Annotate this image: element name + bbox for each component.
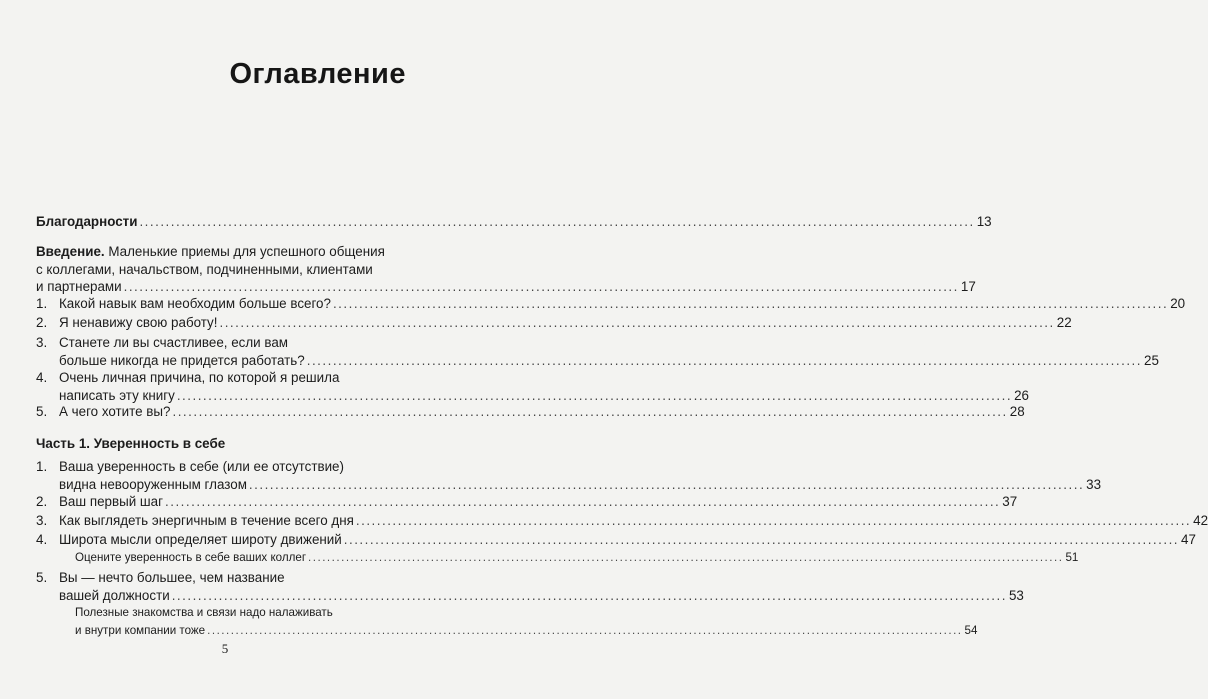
toc-entry-title-line: и партнерами: [36, 279, 122, 294]
toc-entry-intro-4[interactable]: [36, 369, 1029, 404]
toc-entry-title-line: больше никогда не придется работать?: [59, 352, 305, 368]
toc-entry-title: Оцените уверенность в себе ваших коллег: [75, 551, 307, 564]
toc-entry-title-line: видна невооруженным глазом: [59, 476, 247, 492]
toc-entry-title-line: Полезные знакомства и связи надо налаживать: [75, 606, 333, 619]
toc-entry-part1-1[interactable]: [36, 458, 1102, 493]
toc-entry-title: Широта мысли определяет широту движений: [59, 532, 342, 547]
toc-page-number: 28: [1009, 404, 1025, 419]
toc-page-number: 33: [1086, 476, 1102, 492]
toc-entry-number: 4.: [36, 532, 48, 547]
toc-page-number: 20: [1170, 296, 1186, 311]
dot-leader: [219, 314, 1054, 332]
toc-entry-title-line: Ваша уверенность в себе (или ее отсутствие): [59, 459, 344, 474]
toc-entry-title: Я ненавижу свою работу!: [59, 315, 218, 330]
toc-entry-body: [59, 569, 1024, 604]
dot-leader: [172, 403, 1007, 421]
toc-entry-part1-2[interactable]: [36, 493, 1018, 511]
toc-page-number: 13: [976, 214, 992, 229]
dot-leader: [344, 531, 1179, 549]
toc-entry-number: 3.: [36, 513, 48, 528]
toc-page-number: 42: [1193, 513, 1208, 528]
dot-leader: [139, 213, 974, 231]
toc-subentry-part1-4[interactable]: [75, 549, 1079, 567]
toc-entry-final-line: [36, 278, 976, 296]
toc-page-number: 47: [1181, 532, 1196, 547]
toc-entry-number: 4.: [36, 370, 48, 385]
toc-entry-title: Как выглядеть энергичным в течение всего дня: [59, 513, 354, 528]
toc-entry-label: Введение.: [36, 244, 105, 259]
toc-entry-intro-1[interactable]: [36, 295, 1186, 313]
toc-entry-title: Маленькие приемы для успешного общения: [108, 244, 385, 259]
toc-entry-part1-3[interactable]: [36, 512, 1208, 530]
toc-entry-number: 5.: [36, 570, 48, 585]
toc-entry-title-line: Очень личная причина, по которой я решила: [59, 370, 340, 385]
toc-entry-number: 3.: [36, 335, 48, 350]
toc-entry-body: [59, 334, 1159, 369]
toc-entry-intro-2[interactable]: [36, 314, 1072, 332]
dot-leader: [333, 295, 1168, 313]
dot-leader: [172, 587, 1007, 605]
toc-entry-number: 5.: [36, 404, 48, 419]
toc-page-number: 37: [1002, 494, 1018, 509]
toc-entry-final-line: [59, 352, 1159, 370]
toc-entry-intro-5[interactable]: [36, 403, 1025, 421]
toc-entry-title-line: вашей должности: [59, 587, 170, 603]
toc-entry-title: Какой навык вам необходим больше всего?: [59, 296, 331, 311]
toc-page-number: 25: [1144, 352, 1159, 368]
toc-entry-part1-4[interactable]: [36, 531, 1196, 549]
toc-entry-intro-3[interactable]: [36, 334, 1159, 369]
toc-entry-final-line: [59, 476, 1101, 494]
toc-entry-body: [59, 458, 1101, 493]
toc-page-number: 53: [1008, 587, 1024, 603]
toc-page-number: 54: [964, 623, 978, 637]
page-number: 5: [221, 641, 229, 656]
toc-entry-title-line: Вы — нечто большее, чем название: [59, 570, 285, 585]
toc-subentry-part1-5[interactable]: [75, 604, 978, 639]
toc-page-number: 26: [1014, 387, 1029, 403]
dot-leader: [307, 352, 1142, 370]
toc-entry-title: А чего хотите вы?: [59, 404, 171, 419]
page-title: Оглавление: [229, 58, 406, 90]
toc-entry-number: 2.: [36, 315, 48, 330]
dot-leader: [207, 622, 962, 640]
toc-entry-title: Благодарности: [36, 214, 138, 229]
toc-entry-body: [59, 369, 1029, 404]
toc-page-number: 51: [1065, 551, 1079, 564]
dot-leader: [308, 549, 1063, 567]
toc-page-number: 17: [960, 279, 976, 294]
toc-entry-acknowledgements[interactable]: [36, 213, 992, 231]
toc-entry-part1-5[interactable]: [36, 569, 1024, 604]
part-heading[interactable]: Часть 1. Уверенность в себе: [36, 436, 226, 451]
toc-page-number: 22: [1056, 315, 1072, 330]
toc-entry-number: 1.: [36, 459, 48, 474]
toc-entry-title-line: Станете ли вы счастливее, если вам: [59, 335, 288, 350]
dot-leader: [124, 278, 959, 296]
toc-entry-final-line: [59, 387, 1029, 405]
toc-entry-final-line: [59, 587, 1024, 605]
toc-entry-title-line: написать эту книгу: [59, 387, 175, 403]
dot-leader: [249, 476, 1084, 494]
dot-leader: [165, 493, 1000, 511]
toc-entry-final-line: [75, 622, 978, 640]
toc-entry-title-line: [36, 243, 409, 261]
toc-entry-introduction[interactable]: [36, 243, 976, 296]
dot-leader: [177, 387, 1012, 405]
toc-entry-title: Ваш первый шаг: [59, 494, 163, 509]
dot-leader: [356, 512, 1191, 530]
toc-entry-number: 2.: [36, 494, 48, 509]
toc-entry-title-line: и внутри компании тоже: [75, 623, 206, 637]
toc-entry-number: 1.: [36, 296, 48, 311]
toc-entry-title-line: с коллегами, начальством, подчиненными, клиентами: [36, 261, 373, 277]
